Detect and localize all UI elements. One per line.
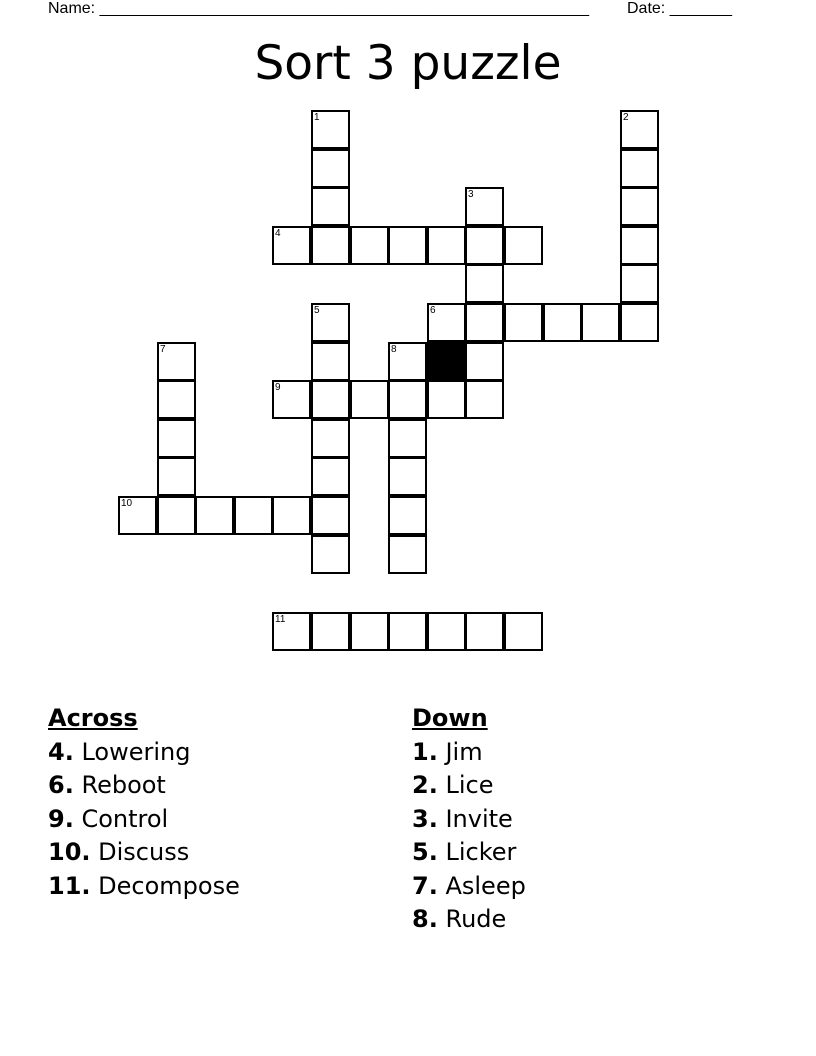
grid-cell[interactable] [272,612,311,651]
grid-cell[interactable] [272,380,311,419]
grid-cell[interactable] [157,496,196,535]
grid-block-cell [427,342,466,381]
grid-cell[interactable] [311,303,350,342]
grid-cell[interactable] [118,496,157,535]
grid-cell[interactable] [504,226,543,265]
down-clue: 8. Rude [412,905,507,933]
grid-cell[interactable] [427,380,466,419]
grid-cell[interactable] [465,380,504,419]
grid-cell[interactable] [388,226,427,265]
cell-number: 2 [623,112,629,123]
across-clue: 6. Reboot [48,771,166,799]
grid-cell[interactable] [465,226,504,265]
grid-cell[interactable] [427,226,466,265]
grid-cell[interactable] [620,303,659,342]
across-clue: 9. Control [48,804,169,833]
down-heading: Down [412,704,488,732]
cell-number: 11 [275,614,286,625]
down-clue: 1. Jim [412,737,483,766]
grid-cell[interactable] [350,226,389,265]
cell-number: 7 [160,344,166,355]
grid-cell[interactable] [311,380,350,419]
grid-cell[interactable] [620,149,659,188]
grid-cell[interactable] [388,535,427,574]
grid-cell[interactable] [311,342,350,381]
cell-number: 10 [121,498,133,509]
grid-cell[interactable] [465,612,504,651]
cell-number: 4 [275,228,281,239]
grid-cell[interactable] [272,496,311,535]
puzzle-title: Sort 3 puzzle [254,36,562,91]
across-clue: 10. Discuss [48,838,190,866]
grid-cell[interactable] [311,612,350,651]
grid-cell[interactable] [388,496,427,535]
grid-cell[interactable] [311,457,350,496]
grid-cell[interactable] [581,303,620,342]
across-clue: 11. Decompose [48,871,240,900]
grid-cell[interactable] [157,419,196,458]
grid-cell[interactable] [504,303,543,342]
cell-number: 3 [468,189,474,200]
cell-number: 8 [391,344,397,355]
date-line: Date: _______ [627,0,732,17]
grid-cell[interactable] [195,496,234,535]
grid-cell[interactable] [388,380,427,419]
grid-cell[interactable] [350,612,389,651]
grid-cell[interactable] [620,187,659,226]
grid-cell[interactable] [388,457,427,496]
grid-cell[interactable] [427,612,466,651]
grid-cell[interactable] [311,110,350,149]
down-clue: 7. Asleep [412,871,526,900]
grid-cell[interactable] [427,303,466,342]
cell-number: 9 [275,382,281,393]
grid-cell[interactable] [157,342,196,381]
across-clue: 4. Lowering [48,737,191,766]
grid-cell[interactable] [311,496,350,535]
grid-cell[interactable] [311,535,350,574]
grid-cell[interactable] [465,342,504,381]
across-clues [48,702,240,903]
grid-cell[interactable] [465,187,504,226]
grid-cell[interactable] [620,264,659,303]
grid-cell[interactable] [504,612,543,651]
down-clue: 3. Invite [412,804,513,833]
grid-cell[interactable] [350,380,389,419]
across-heading: Across [48,704,138,732]
grid-cell[interactable] [234,496,273,535]
cell-number: 6 [430,305,436,316]
cell-number: 1 [314,112,320,123]
grid-cell[interactable] [311,226,350,265]
grid-cell[interactable] [311,419,350,458]
grid-cell[interactable] [272,226,311,265]
grid-cell[interactable] [311,149,350,188]
grid-cell[interactable] [620,226,659,265]
grid-cell[interactable] [465,264,504,303]
grid-cell[interactable] [388,612,427,651]
down-clues [412,702,526,937]
grid-cell[interactable] [620,110,659,149]
down-clue: 2. Lice [412,771,494,799]
down-clue: 5. Licker [412,838,517,866]
name-line: Name: _______________________________________________________ [48,0,589,17]
grid-cell[interactable] [388,419,427,458]
grid-cell[interactable] [465,303,504,342]
grid-cell[interactable] [543,303,582,342]
grid-cell[interactable] [157,457,196,496]
grid-cell[interactable] [157,380,196,419]
grid-cell[interactable] [311,187,350,226]
cell-number: 5 [314,305,320,316]
grid-cell[interactable] [388,342,427,381]
